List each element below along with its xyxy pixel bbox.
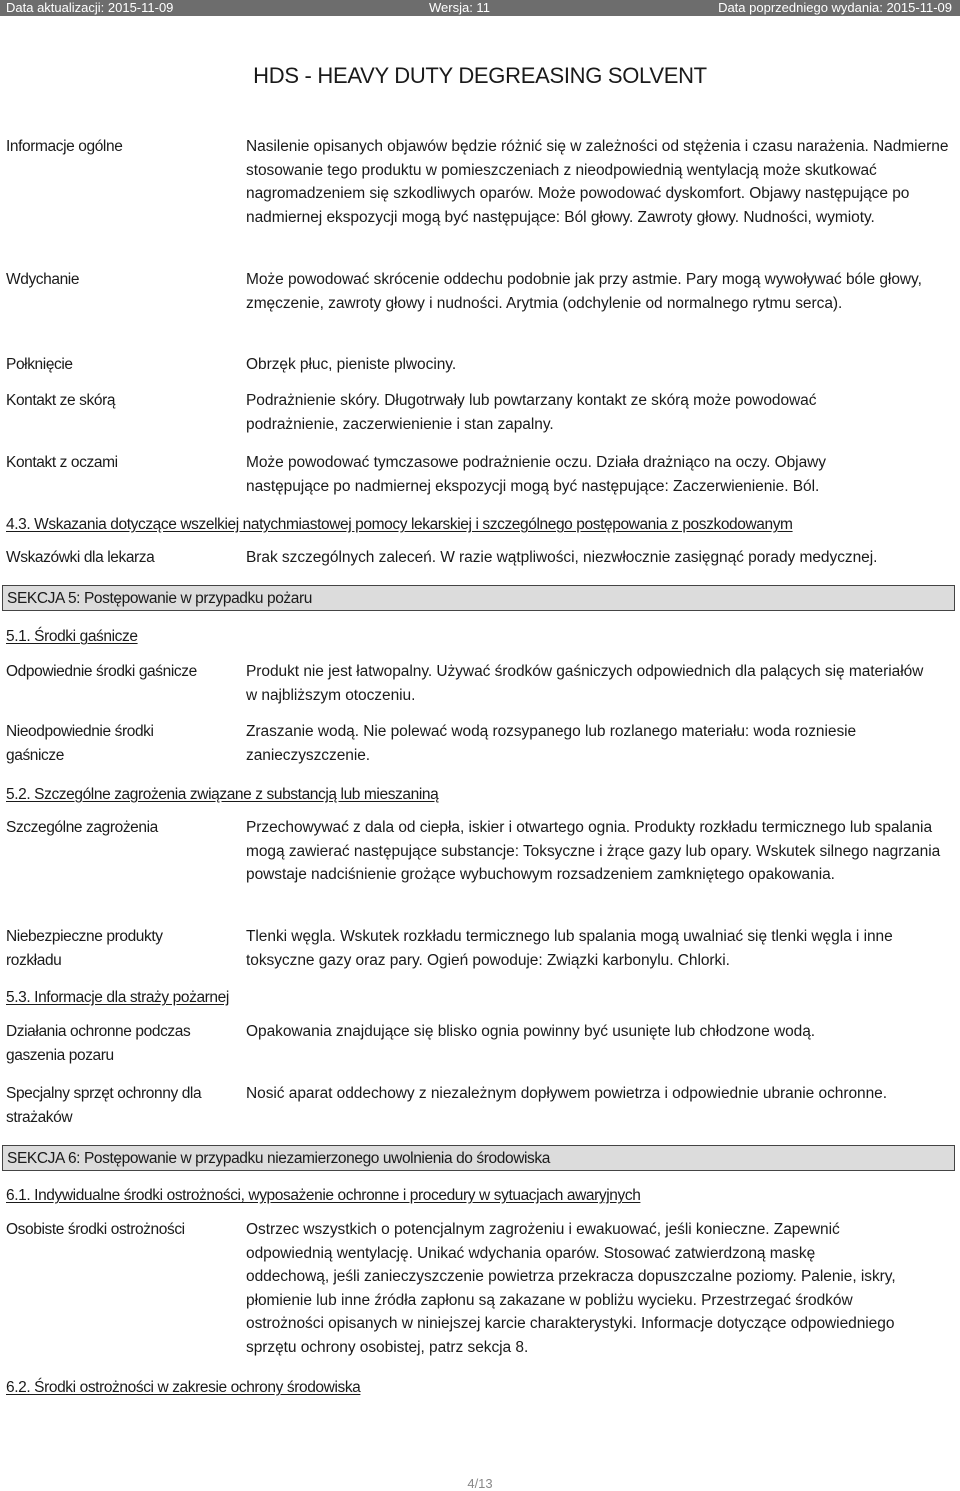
skin-contact-text: Podrażnienie skóry. Długotrwały lub powtarzany kontakt ze skórą może powodować podrażnienie, zaczerwienienie i stan zapalny.: [246, 392, 817, 433]
subsection-6-1-heading: 6.1. Indywidualne środki ostrożności, wyposażenie ochronne i procedury w sytuacjach awaryjnych: [6, 1187, 641, 1204]
doctor-notes-label: Wskazówki dla lekarza: [6, 549, 155, 566]
version: Wersja: 11: [429, 0, 490, 15]
subsection-5-1-heading: 5.1. Środki gaśnicze: [6, 628, 138, 645]
suitable-media-text: Produkt nie jest łatwopalny. Używać środków gaśniczych odpowiednich dla palących się materiałów w najbliższym otoczeniu.: [246, 663, 924, 704]
skin-contact-label: Kontakt ze skórą: [6, 392, 116, 409]
update-date: Data aktualizacji: 2015-11-09: [6, 0, 174, 15]
doctor-notes-text: Brak szczególnych zaleceń. W razie wątpliwości, niezwłocznie zasięgnąć porady medycznej.: [246, 549, 878, 566]
ingestion-label: Połknięcie: [6, 356, 73, 373]
document-header-bar: [0, 0, 960, 16]
special-hazards-label: Szczególne zagrożenia: [6, 819, 158, 836]
document-title: HDS - HEAVY DUTY DEGREASING SOLVENT: [253, 63, 707, 88]
section-5-heading: SEKCJA 5: Postępowanie w przypadku pożaru: [2, 585, 955, 611]
unsuitable-media-text: Zraszanie wodą. Nie polewać wodą rozsypanego lub rozlanego materiału: woda rozniesie zanieczyszczenie.: [246, 723, 857, 764]
inhalation-text: Może powodować skrócenie oddechu podobnie jak przy astmie. Pary mogą wywoływać bóle głowy, zmęczenie, zawroty głowy i nudności. Arytmia (odchylenie od normalnego rytmu serca).: [246, 271, 922, 312]
general-info-text: Nasilenie opisanych objawów będzie różnić się w zależności od stężenia i czasu narażenia. Nadmierne stosowanie tego produktu w pomieszczeniach z nieodpowiednią wentylacją może skutkować nagromadzeniem się szkodliwych oparów. Może powodować dyskomfort. Objawy następujące po nadmiernej ekspozycji mogą być następujące: Ból głowy. Zawroty głowy. Nudności, wymioty.: [246, 138, 949, 226]
inhalation-label: Wdychanie: [6, 271, 80, 288]
eye-contact-text: Może powodować tymczasowe podrażnienie oczu. Działa drażniąco na oczy. Objawy następujące po nadmiernej ekspozycji mogą być następujące: Zaczerwienienie. Ból.: [246, 454, 826, 495]
unsuitable-media-label: Nieodpowiednie środki gaśnicze: [6, 723, 154, 764]
eye-contact-label: Kontakt z oczami: [6, 454, 118, 471]
subsection-4-3-heading: 4.3. Wskazania dotyczące wszelkiej natychmiastowej pomocy lekarskiej i szczególnego postępowania z poszkodowanym: [6, 516, 793, 533]
special-hazards-text: Przechowywać z dala od ciepła, iskier i otwartego ognia. Produkty rozkładu termicznego lub spalania mogą zawierać następujące substancje: Toksyczne i żrące gazy lub opary. Wskutek silnego nagrzania powstaje nadciśnienie grożące wybuchowym rozsadzeniem zamkniętego opakowania.: [246, 819, 941, 883]
firefighter-equipment-label: Specjalny sprzęt ochronny dla strażaków: [6, 1085, 202, 1126]
decomposition-products-label: Niebezpieczne produkty rozkładu: [6, 928, 163, 969]
subsection-6-2-heading: 6.2. Środki ostrożności w zakresie ochrony środowiska: [6, 1379, 361, 1396]
suitable-media-label: Odpowiednie środki gaśnicze: [6, 663, 197, 680]
protective-actions-label: Działania ochronne podczas gaszenia pozaru: [6, 1023, 191, 1064]
personal-precautions-label: Osobiste środki ostrożności: [6, 1221, 185, 1238]
previous-issue-date: Data poprzedniego wydania: 2015-11-09: [718, 0, 952, 15]
subsection-5-3-heading: 5.3. Informacje dla straży pożarnej: [6, 989, 229, 1006]
personal-precautions-text: Ostrzec wszystkich o potencjalnym zagrożeniu i ewakuować, jeśli konieczne. Zapewnić odpowiednią wentylację. Unikać wdychania oparów. Stosować zatwierdzoną maskę oddechową, jeśli zanieczyszczenie powietrza przekracza dopuszczalne poziomy. Palenie, iskry, płomienie lub inne źródła zapłonu są zakazane w pobliżu wycieku. Przestrzegać środków ostrożności opisanych w niniejszej karcie charakterystyki. Informacje dotyczące odpowiedniego sprzętu ochrony osobistej, patrz sekcja 8.: [246, 1221, 896, 1356]
protective-actions-text: Opakowania znajdujące się blisko ognia powinny być usunięte lub chłodzone wodą.: [246, 1023, 816, 1040]
section-6-heading: SEKCJA 6: Postępowanie w przypadku niezamierzonego uwolnienia do środowiska: [2, 1145, 955, 1171]
general-info-label: Informacje ogólne: [6, 138, 123, 155]
page-number: 4/13: [467, 1476, 493, 1491]
subsection-5-2-heading: 5.2. Szczególne zagrożenia związane z substancją lub mieszaniną: [6, 786, 439, 803]
firefighter-equipment-text: Nosić aparat oddechowy z niezależnym dopływem powietrza i odpowiednie ubranie ochronne.: [246, 1085, 887, 1102]
decomposition-products-text: Tlenki węgla. Wskutek rozkładu termicznego lub spalania mogą uwalniać się tlenki węgla i inne toksyczne gazy oraz pary. Ogień powoduje: Związki karbonylu. Chlorki.: [246, 928, 893, 969]
ingestion-text: Obrzęk płuc, pieniste plwociny.: [246, 356, 457, 373]
